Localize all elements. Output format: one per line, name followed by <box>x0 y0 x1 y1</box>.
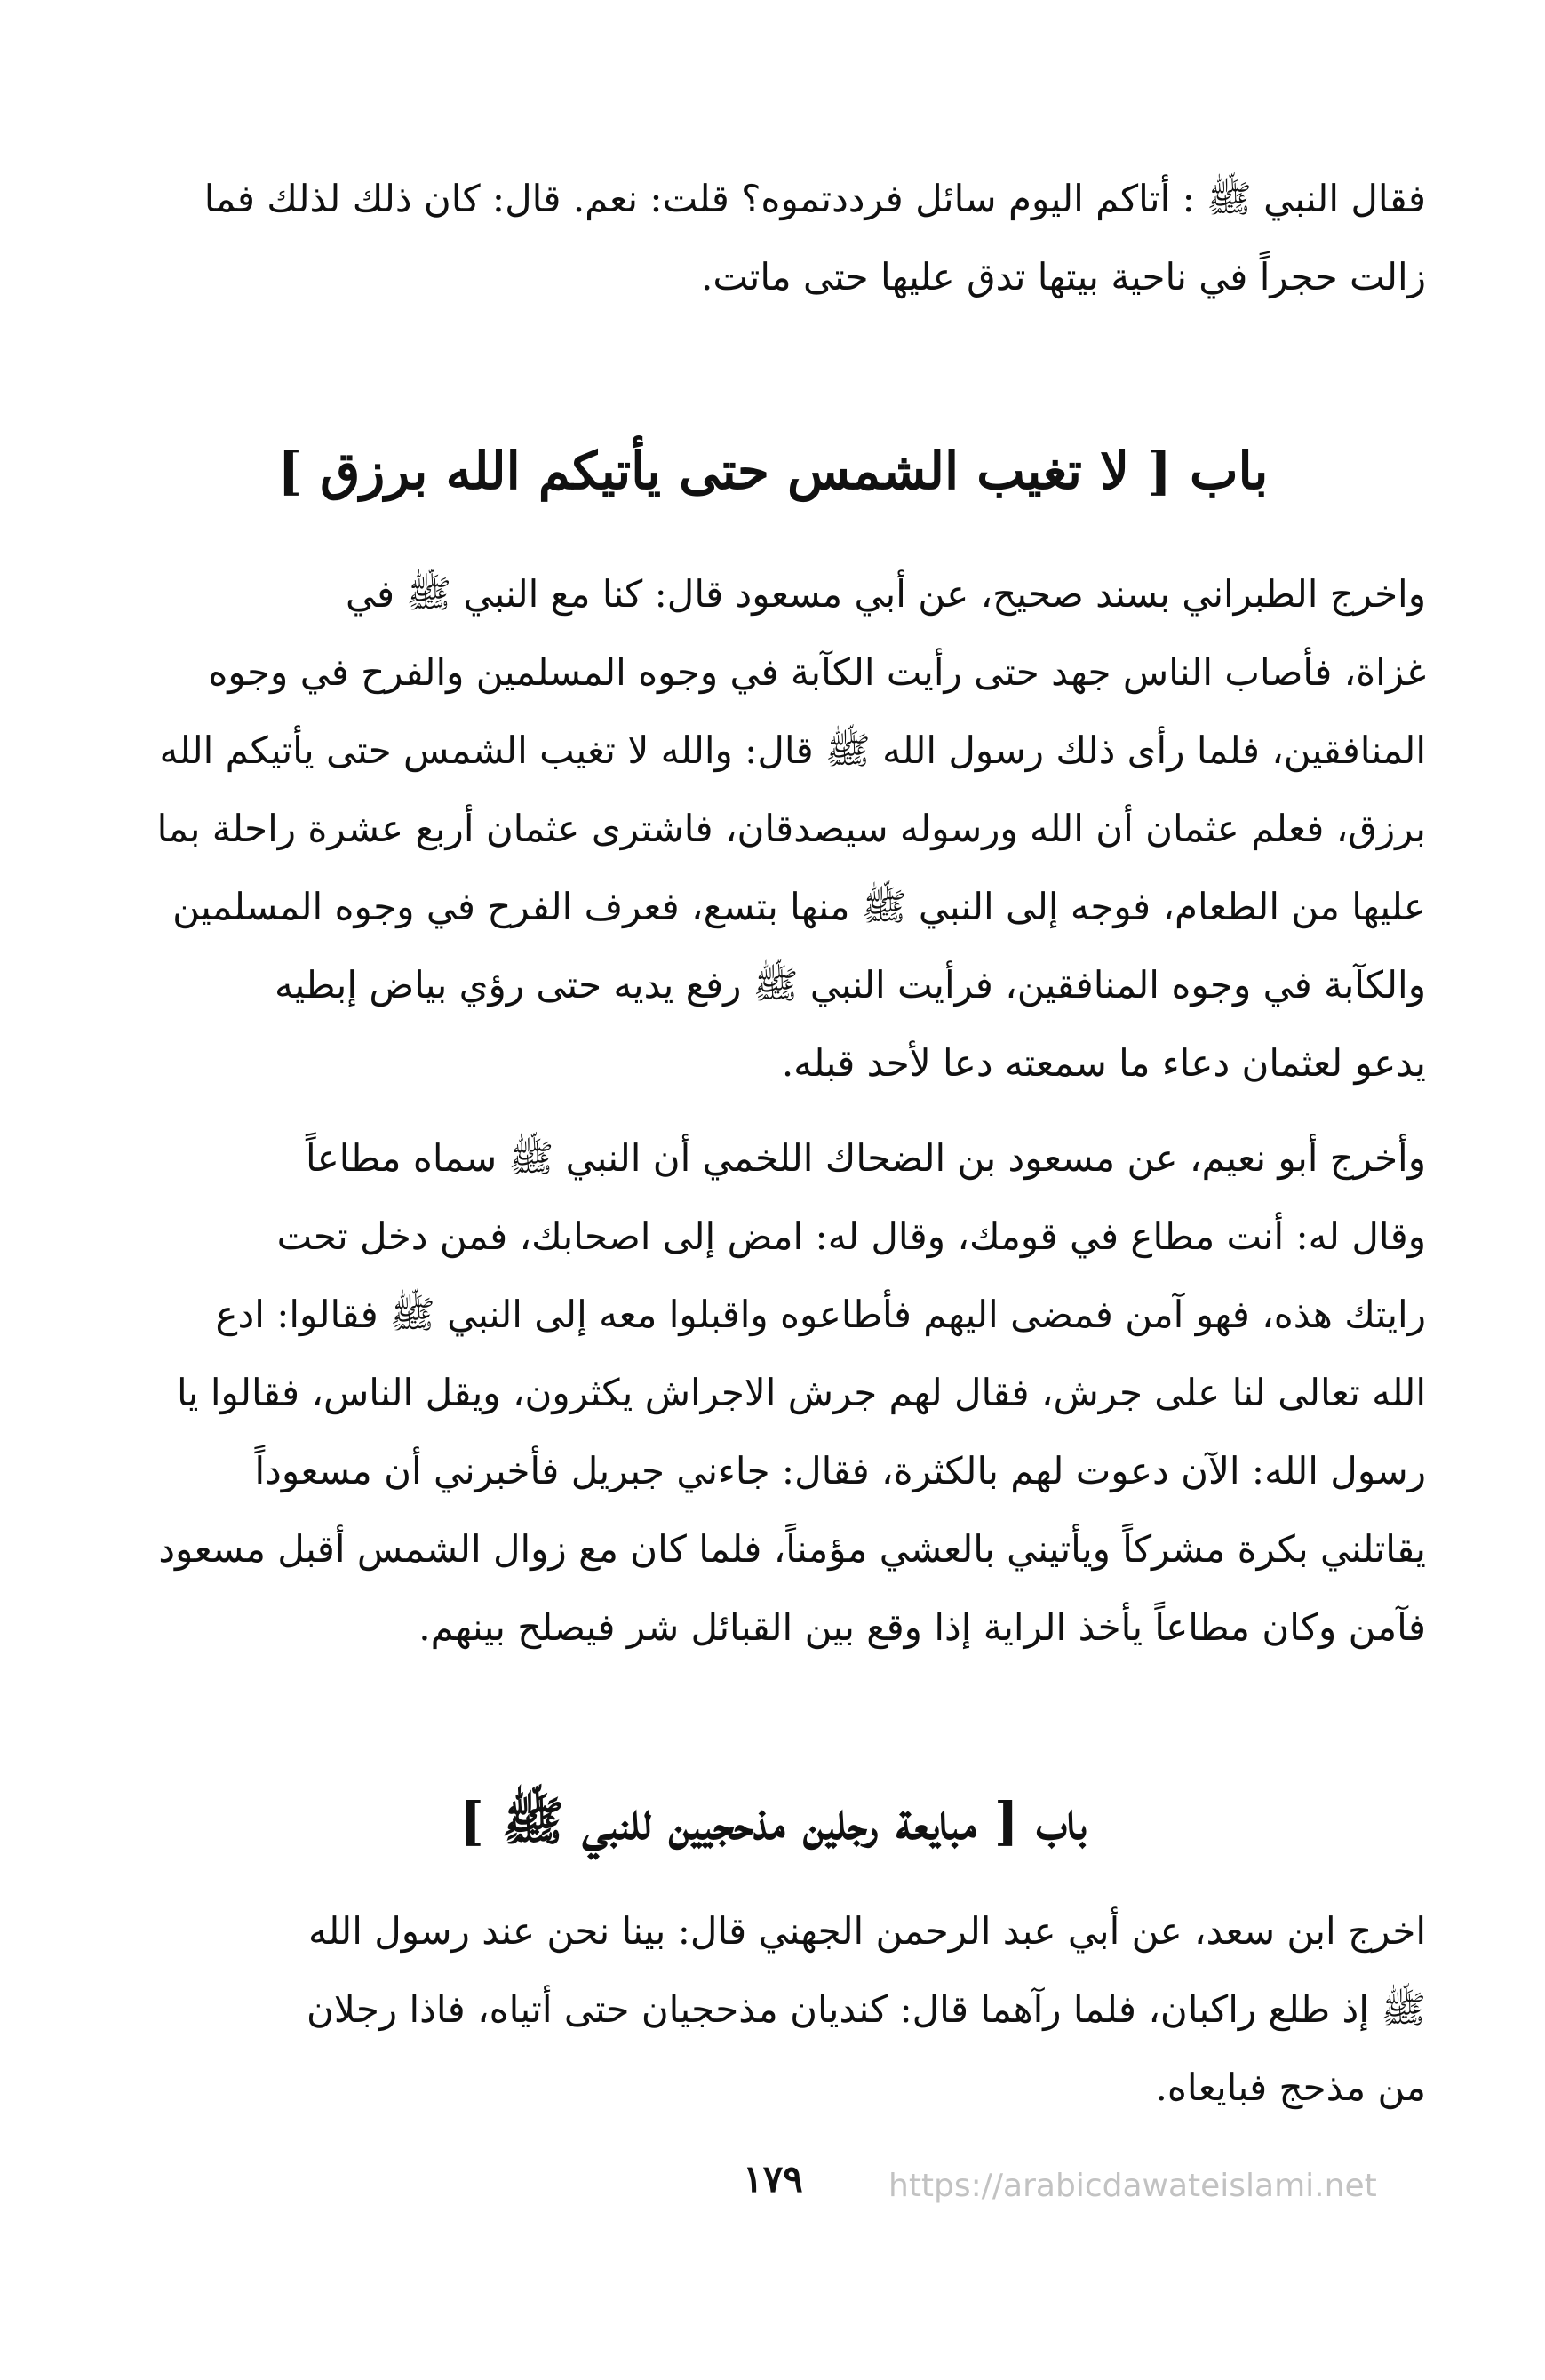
text-line: برزق، فعلم عثمان أن الله ورسوله سيصدقان، فاشترى عثمان أربع عشرة راحلة بما <box>156 807 1426 850</box>
text-line: غزاة، فأصاب الناس جهد حتى رأيت الكآبة في وجوه المسلمين والفرح في وجوه <box>208 650 1426 694</box>
text-line: فقال النبي ﷺ : أتاكم اليوم سائل فرددتموه؟ قلت: نعم. قال: كان ذلك لذلك فما <box>203 177 1426 220</box>
paragraph-uthman-camels <box>120 555 1426 1102</box>
text-line: والكآبة في وجوه المنافقين، فرأيت النبي ﷺ رفع يديه حتى رؤي بياض إبطيه <box>274 963 1426 1007</box>
paragraph-masud-mutaa <box>120 1119 1426 1667</box>
text-line: ﷺ إذ طلع راكبان، فلما رآهما قال: كنديان مذحجيان حتى أتياه، فاذا رجلان <box>307 1987 1426 2031</box>
opening-paragraph <box>120 160 1426 316</box>
text-line: عليها من الطعام، فوجه إلى النبي ﷺ منها بتسع، فعرف الفرح في وجوه المسلمين <box>172 885 1426 928</box>
text-line: من مذحج فبايعاه. <box>1155 2066 1426 2109</box>
chapter-heading-madhhij: باب [ مبايعة رجلين مذحجيين للنبي ﷺ ] <box>459 1791 1087 1851</box>
text-line: زالت حجراً في ناحية بيتها تدق عليها حتى ماتت. <box>701 255 1426 298</box>
text-line: الله تعالى لنا على جرش، فقال لهم جرش الاجراش يكثرون، ويقل الناس، فقالوا يا <box>176 1371 1426 1414</box>
text-line: يقاتلني بكرة مشركاً ويأتيني بالعشي مؤمناً، فلما كان مع زوال الشمس أقبل مسعود <box>158 1527 1426 1571</box>
text-line: وقال له: أنت مطاع في قومك، وقال له: امض إلى اصحابك، فمن دخل تحت <box>276 1214 1426 1258</box>
text-line: وأخرج أبو نعيم، عن مسعود بن الضحاك اللخمي أن النبي ﷺ سماه مطاعاً <box>305 1136 1426 1180</box>
source-watermark: https://arabicdawateislami.net <box>888 2168 1377 2204</box>
text-line: المنافقين، فلما رأى ذلك رسول الله ﷺ قال: والله لا تغيب الشمس حتى يأتيكم الله <box>159 728 1426 772</box>
page-number: ١٧٩ <box>743 2157 803 2201</box>
text-line: رسول الله: الآن دعوت لهم بالكثرة، فقال: جاءني جبريل فأخبرني أن مسعوداً <box>254 1449 1426 1492</box>
text-line: واخرج الطبراني بسند صحيح، عن أبي مسعود قال: كنا مع النبي ﷺ في <box>345 572 1426 616</box>
chapter-heading-provision: باب [ لا تغيب الشمس حتى يأتيكم الله برزق ] <box>277 441 1269 501</box>
text-line: فآمن وكان مطاعاً يأخذ الراية إذا وقع بين القبائل شر فيصلح بينهم. <box>418 1605 1426 1649</box>
text-line: يدعو لعثمان دعاء ما سمعته دعا لأحد قبله. <box>781 1041 1426 1085</box>
text-line: اخرج ابن سعد، عن أبي عبد الرحمن الجهني قال: بينا نحن عند رسول الله <box>307 1909 1426 1953</box>
text-line: رايتك هذه، فهو آمن فمضى اليهم فأطاعوه واقبلوا معه إلى النبي ﷺ فقالوا: ادع <box>215 1293 1426 1336</box>
paragraph-two-riders <box>120 1892 1426 2127</box>
